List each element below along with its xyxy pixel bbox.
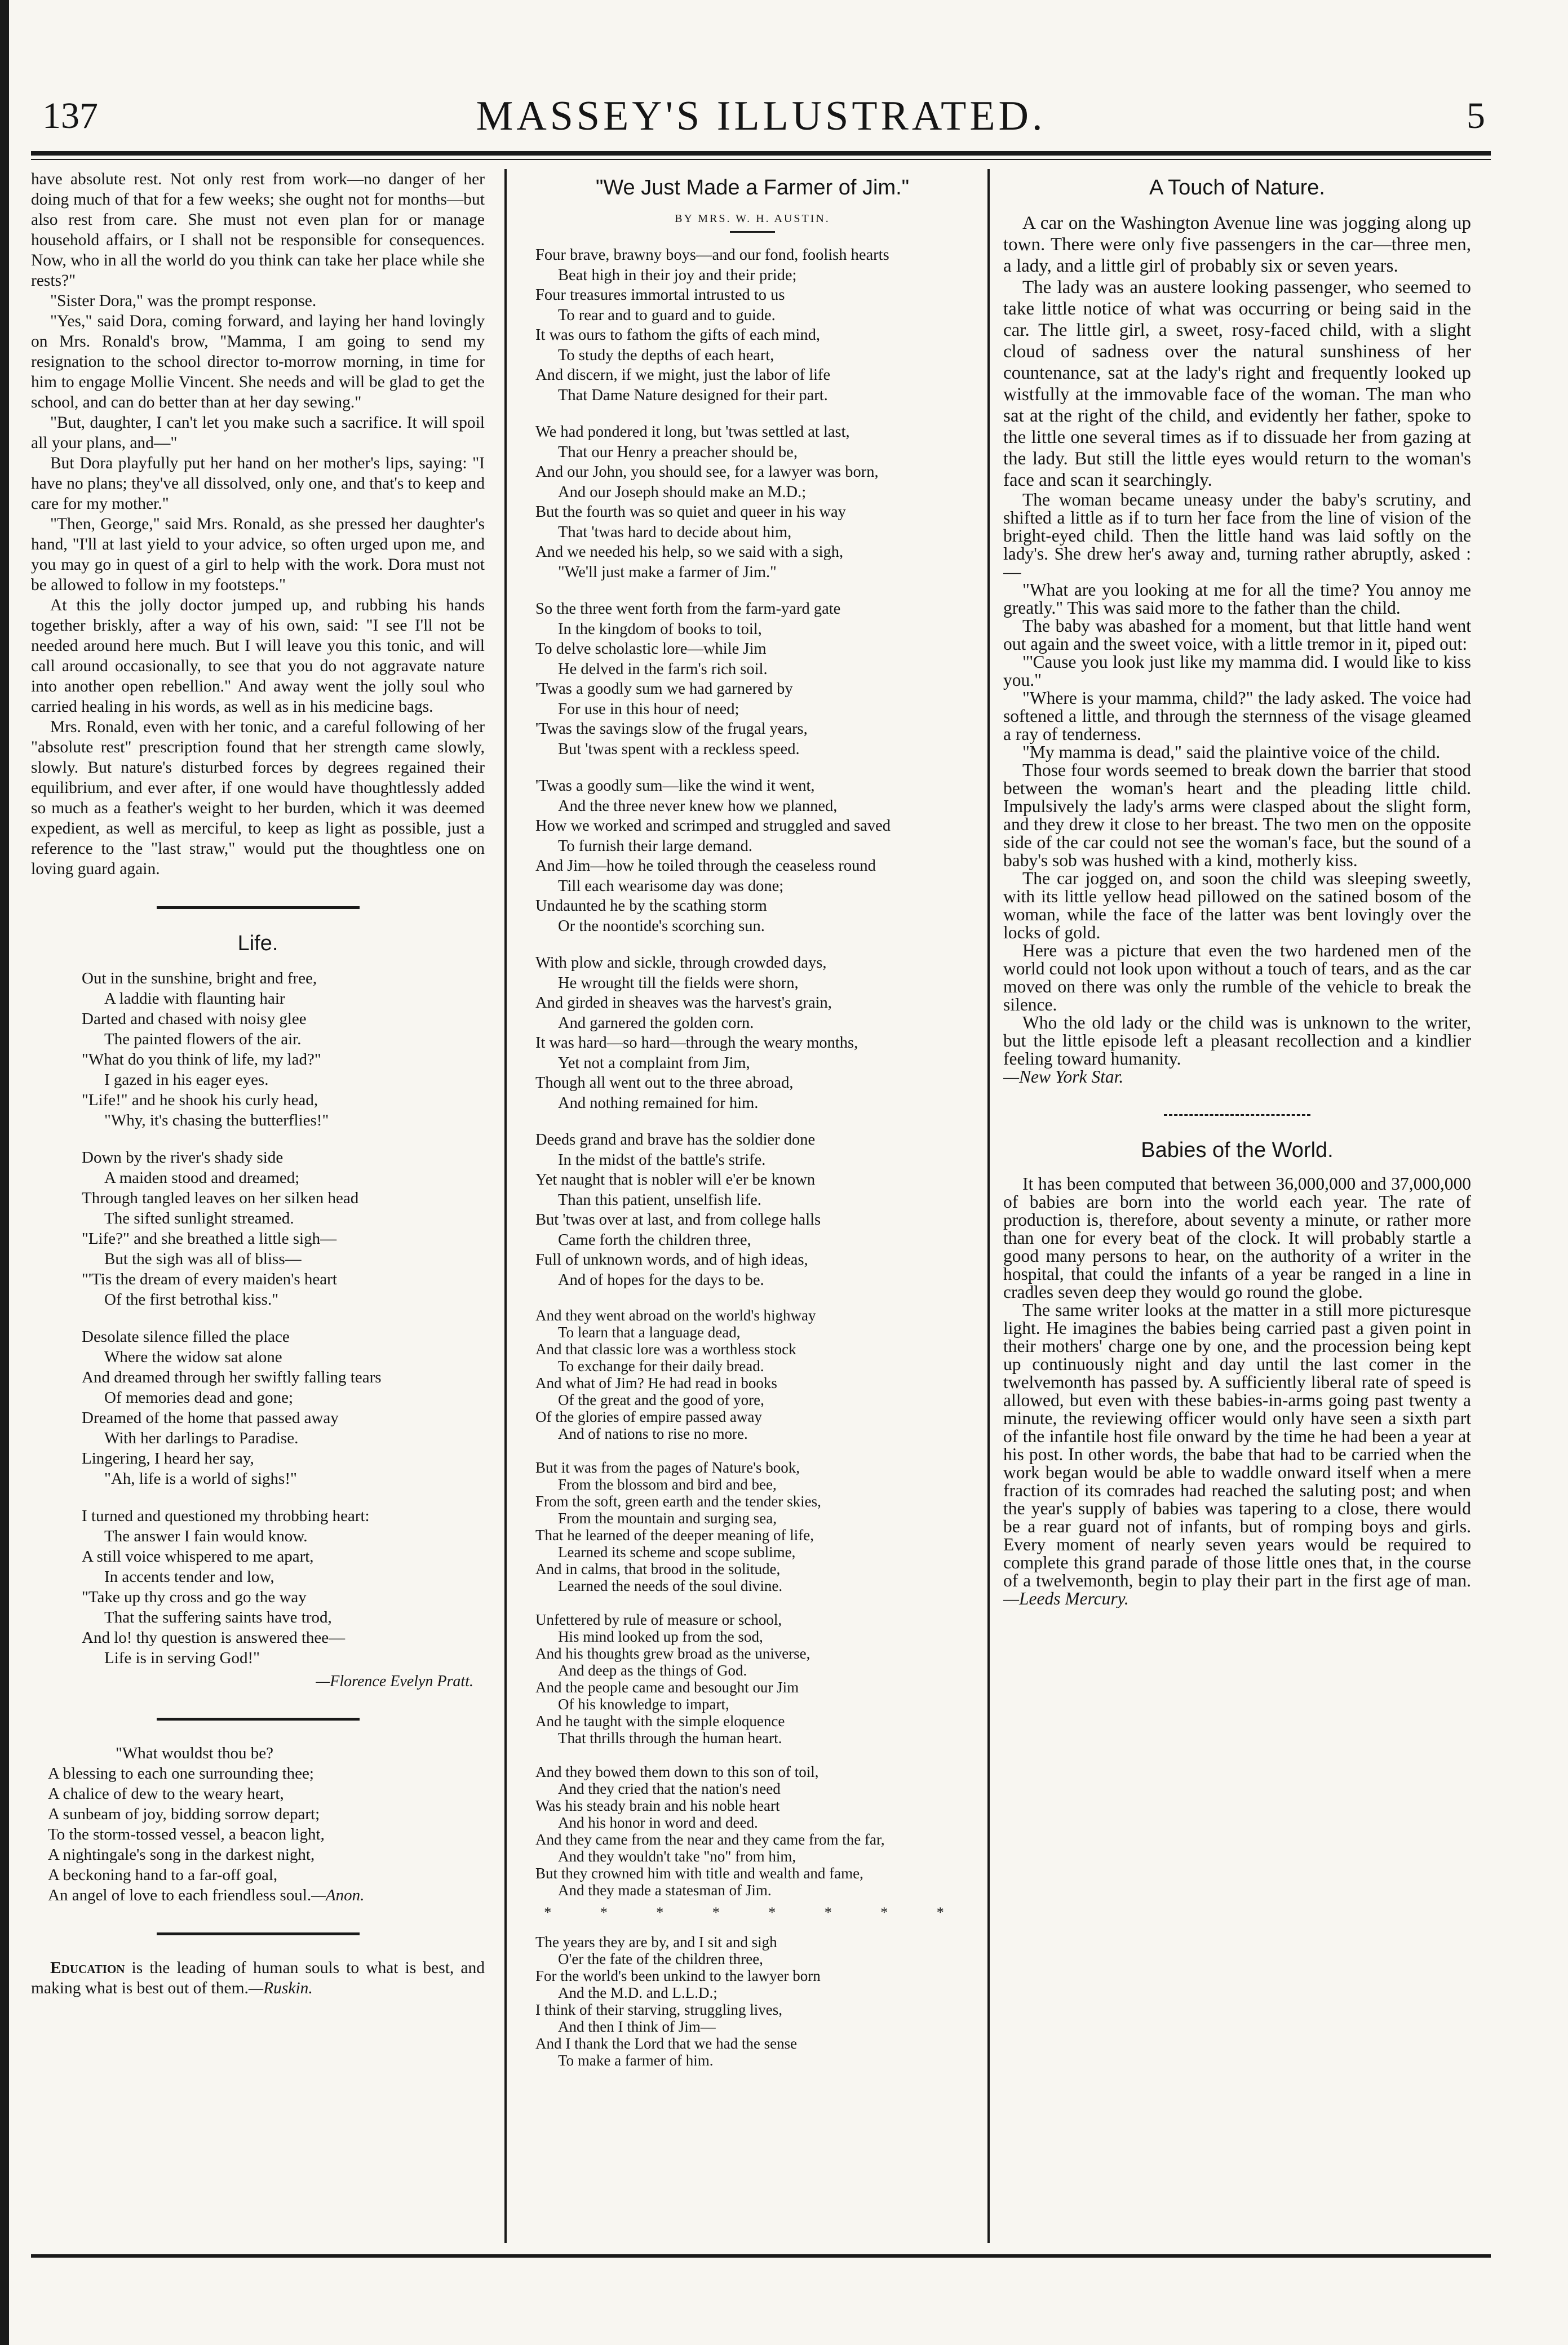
- poem-line: To learn that a language dead,: [558, 1324, 741, 1341]
- column-1: [31, 169, 485, 1998]
- poem-line: That thrills through the human heart.: [558, 1730, 782, 1746]
- poem-line: The years they are by, and I sit and sigh: [535, 1934, 777, 1951]
- education-text: is the leading of human souls to what is best, and making what is best out of them.: [31, 1959, 485, 1997]
- paragraph: It has been computed that between 36,000,000 and 37,000,000 of babies are born into the world each year. The rate of production is, therefore, about seventy a minute, or rather more than one for every beat of the clock. It will probably startle a good many persons to hear, on the authority of a writer in the hospital, that could the infants of a year be ranged in a line in cradles seven deep they would go round the globe.: [1003, 1174, 1471, 1302]
- paragraph: [1003, 1301, 1471, 1608]
- poem-line: Or the noontide's scorching sun.: [558, 917, 765, 935]
- paragraph: "Then, George," said Mrs. Ronald, as she pressed her daughter's hand, "I'll at last yield to your advice, so often urged upon me, and you may go in quest of a girl to help with the work. Dora must not be allowed to follow in my footsteps.": [31, 515, 485, 594]
- poem-line: 'Twas the savings slow of the frugal years,: [535, 720, 808, 738]
- poem-line: To furnish their large demand.: [558, 837, 752, 855]
- poem-line: Was his steady brain and his noble heart: [535, 1797, 780, 1814]
- poem-line: And of nations to rise no more.: [558, 1425, 748, 1442]
- poem-line: From the soft, green earth and the tender skies,: [535, 1493, 821, 1510]
- stanza: [535, 1130, 975, 1290]
- poem-line: That 'twas hard to decide about him,: [558, 523, 792, 541]
- stanza: [37, 968, 485, 1131]
- footer-rule: [31, 2254, 1491, 2258]
- poem-line: "We'll just make a farmer of Jim.": [558, 563, 777, 581]
- poem-line: Learned its scheme and scope sublime,: [558, 1544, 796, 1561]
- poem-line: And they wouldn't take "no" from him,: [558, 1848, 796, 1865]
- paragraph: Mrs. Ronald, even with her tonic, and a careful following of her "absolute rest" prescription found that her strength came slowly, slowly. But nature's disturbed forces by degrees regained their equilibrium, and ever after, if one would have thoughtlessly added so much as a feather's weight to her burden, which it was deemed expedient, as well as merciful, to keep as light as possible, just a reference to the "last straw," would put the thoughtless one on loving guard again.: [31, 718, 485, 878]
- page-edge-bar: [0, 0, 9, 2345]
- poem-line: That Dame Nature designed for their part.: [558, 386, 828, 404]
- paragraph: Here was a picture that even the two hardened men of the world could not look upon without a touch of tears, and as the car moved on there was only the rumble of the vehicle to break the silence.: [1003, 941, 1471, 1014]
- poem-line: To study the depths of each heart,: [558, 346, 774, 364]
- paragraph-text: The same writer looks at the matter in a still more picturesque light. He imagines the babies being carried past a given point in their mothers' charge one by one, and the procession being kept up continuously night and day until the last comer in the twelvemonth has passed by. A sufficiently liberal rate of speed is allowed, but even with these babies-in-arms going past twenty a minute, the reviewing officer would only have seen a sixth part of the infantile host file onward by the time he had been a year at his post. In other words, the babe that had to be carried when the work began would be able to waddle onward itself when a mere fraction of its comrades had reached the saluting post; and when the year's supply of babies was tapering to a close, there would be a rear guard not of infants, but of romping boys and girls. Every moment of nearly seven years would be required to complete this grand parade of those little ones that, in the course of a twelvemonth, begin to play their part in the first age of man.: [1003, 1300, 1471, 1590]
- article-babies-of-the-world: [1003, 1175, 1471, 1608]
- section-separator: [157, 1932, 360, 1935]
- poem-line: 'Twas a goodly sum we had garnered by: [535, 680, 793, 698]
- poem-line: The sifted sunlight streamed.: [104, 1209, 294, 1227]
- poem-line: In accents tender and low,: [104, 1568, 274, 1586]
- poem-title-farmer: "We Just Made a Farmer of Jim.": [595, 176, 910, 200]
- section-separator: [1164, 1114, 1310, 1116]
- poem-line: "What do you think of life, my lad?": [82, 1050, 321, 1069]
- poem-line: He wrought till the fields were shorn,: [558, 974, 799, 992]
- poem-line: "Life!" and he shook his curly head,: [82, 1091, 318, 1109]
- poem-line: Came forth the children three,: [558, 1231, 751, 1249]
- poem-line: Of his knowledge to impart,: [558, 1696, 729, 1713]
- paragraph: "What are you looking at me for all the time? You annoy me greatly." This was said more to the father than the child.: [1003, 580, 1471, 618]
- poem-line: And he taught with the simple eloquence: [535, 1713, 785, 1730]
- poem-line: It was ours to fathom the gifts of each mind,: [535, 326, 820, 344]
- poem-line: But the fourth was so quiet and queer in his way: [535, 503, 846, 521]
- paragraph: The lady was an austere looking passenger, who seemed to take little notice of what was occurring or being said in the car. The little girl, a sweet, rosy-faced child, with a slight cloud of sadness over the natural sunshiness of her countenance, sat at the lady's right and frequently looked up wistfully at the immovable face of the woman. The man who sat at the right of the child, and evidently her father, spoke to the little one several times as if to dissuade her from gazing at the lady. But still the little eyes would return to the woman's face and scan it searchingly.: [1003, 277, 1471, 490]
- poem-line: Of memories dead and gone;: [104, 1389, 294, 1407]
- poem-line: In the kingdom of books to toil,: [558, 620, 762, 638]
- poem-line: "Ah, life is a world of sighs!": [104, 1470, 297, 1488]
- poem-line: And our John, you should see, for a lawyer was born,: [535, 463, 879, 481]
- page-number-right: 5: [1467, 95, 1485, 136]
- masthead-title: MASSEY'S ILLUSTRATED.: [476, 93, 1046, 139]
- poem-line: Of the great and the good of yore,: [558, 1391, 764, 1408]
- poem-line: Dreamed of the home that passed away: [82, 1409, 339, 1427]
- poem-line: And they bowed them down to this son of toil,: [535, 1763, 819, 1780]
- stanza: [535, 1459, 975, 1594]
- header-rule-thick: [31, 151, 1491, 156]
- poem-title-life: Life.: [237, 932, 278, 955]
- poem-line: That our Henry a preacher should be,: [558, 443, 798, 461]
- header-rule-thin: [31, 159, 1491, 160]
- poem-line: To rear and to guard and to guide.: [558, 306, 776, 324]
- paragraph: Those four words seemed to break down the barrier that stood between the woman's heart and the pleading little child. Impulsively the lady's arms were clasped about the slight form, and they drew it close to her breast. The two men on the opposite side of the car could not see the woman's face, but the sound of a baby's sob was hushed with a kind, motherly kiss.: [1003, 760, 1471, 870]
- poem-line: I turned and questioned my throbbing heart:: [82, 1507, 370, 1525]
- poem-line: And that classic lore was a worthless stock: [535, 1341, 796, 1358]
- poem-line: [37, 1885, 485, 1905]
- poem-line: And dreamed through her swiftly falling tears: [82, 1368, 382, 1386]
- poem-line: And what of Jim? He had read in books: [535, 1375, 777, 1391]
- poem-byline: BY MRS. W. H. AUSTIN.: [675, 212, 830, 225]
- poem-line: A laddie with flaunting hair: [104, 990, 285, 1008]
- column-2: [530, 169, 975, 2086]
- stanza: [535, 776, 975, 936]
- education-source: —Ruskin.: [248, 1979, 313, 1997]
- poem-line: Where the widow sat alone: [104, 1348, 282, 1366]
- section-separator: [157, 906, 360, 909]
- paragraph: "Sister Dora," was the prompt response.: [50, 292, 317, 310]
- education-lead: Education: [50, 1959, 125, 1977]
- poem-line: Till each wearisome day was done;: [558, 877, 784, 895]
- poem-line: Down by the river's shady side: [82, 1149, 284, 1167]
- poem-line: Deeds grand and brave has the soldier done: [535, 1131, 816, 1149]
- poem-line: Learned the needs of the soul divine.: [558, 1577, 783, 1594]
- poem-small-type: [535, 1307, 975, 2069]
- poem-line: From the blossom and bird and bee,: [558, 1476, 777, 1493]
- paragraph: "But, daughter, I can't let you make such a sacrifice. It will spoil all your plans, and—": [31, 414, 485, 452]
- poem-line: And garnered the golden corn.: [558, 1014, 754, 1032]
- poem-line: Through tangled leaves on her silken head: [82, 1189, 359, 1207]
- paragraph: At this the jolly doctor jumped up, and rubbing his hands together briskly, after a way of his own, said: "I see I'll not be needed around here much. But I will leave you this tonic, and will call around occasionally, to see that you do not aggravate nature into another open rebellion." And away went the jolly soul who carried healing in his words, as well as in his medicine bags.: [31, 596, 485, 716]
- poem-line: We had pondered it long, but 'twas settled at last,: [535, 423, 850, 441]
- story-continuation: [31, 169, 485, 879]
- poem-line: O'er the fate of the children three,: [558, 1951, 763, 1967]
- stanza: [535, 1763, 975, 1899]
- poem-line: "Why, it's chasing the butterflies!": [104, 1111, 329, 1129]
- poem-line: A chalice of dew to the weary heart,: [48, 1785, 284, 1803]
- poem-line: And I thank the Lord that we had the sense: [535, 2035, 798, 2052]
- byline-rule: [730, 231, 775, 233]
- paragraph: But Dora playfully put her hand on her mother's lips, saying: "I have no plans; they've all dissolved, only one, and that's to keep and care for my mother.": [31, 454, 485, 513]
- poem-line: And the people came and besought our Jim: [535, 1679, 799, 1696]
- poem-line: For the world's been unkind to the lawyer born: [535, 1967, 821, 1984]
- paragraph: have absolute rest. Not only rest from work—no danger of her doing much of that for a few weeks; she ought not for months—but also rest from care. She must not even plan for or manage household affairs, or I shall not be responsible for consequences. Now, who in all the world do you think can take her place while she rests?": [31, 170, 485, 290]
- stanza: [37, 1327, 485, 1489]
- stanza: [535, 1934, 975, 2069]
- source-new-york-star: —New York Star.: [1003, 1067, 1124, 1087]
- poem-line: To make a farmer of him.: [558, 2052, 714, 2069]
- poem-line: "'Tis the dream of every maiden's heart: [82, 1270, 337, 1288]
- poem-line: Darted and chased with noisy glee: [82, 1010, 307, 1028]
- poem-line: Four brave, brawny boys—and our fond, foolish hearts: [535, 246, 889, 264]
- poem-line: In the midst of the battle's strife.: [558, 1151, 766, 1169]
- paragraph: Who the old lady or the child was is unknown to the writer, but the little episode left a pleasant recollection and a kindlier feeling toward humanity.: [1003, 1013, 1471, 1069]
- poem-line: Life is in serving God!": [104, 1649, 260, 1667]
- poem-line: 'Twas a goodly sum—like the wind it went,: [535, 777, 815, 795]
- poem-line: And lo! thy question is answered thee—: [82, 1629, 346, 1647]
- page-number-left: 137: [42, 95, 98, 136]
- section-separator: [157, 1718, 360, 1721]
- poem-line: Though all went out to the three abroad,: [535, 1074, 794, 1092]
- stanza: [535, 245, 975, 405]
- poem-line: Lingering, I heard her say,: [82, 1449, 254, 1468]
- stanza: [535, 1611, 975, 1746]
- stars-separator: * * * * * * * *: [544, 1904, 967, 1921]
- paragraph: [31, 1958, 485, 1998]
- stanza: [37, 1147, 485, 1310]
- article-title-touch-of-nature: A Touch of Nature.: [1149, 176, 1325, 200]
- poem-line: Four treasures immortal intrusted to us: [535, 286, 785, 304]
- column-divider-2: [987, 169, 990, 2243]
- poem-line: I think of their starving, struggling lives,: [535, 2001, 782, 2018]
- poem-line: Of the glories of empire passed away: [535, 1408, 762, 1425]
- poem-line: How we worked and scrimped and struggled and saved: [535, 817, 891, 835]
- poem-line: A still voice whispered to me apart,: [82, 1548, 314, 1566]
- poem-line: "Take up thy cross and go the way: [82, 1588, 307, 1606]
- poem-line: And they made a statesman of Jim.: [558, 1882, 772, 1899]
- poem-line: "What wouldst thou be?: [116, 1744, 274, 1762]
- paragraph: "Where is your mamma, child?" the lady asked. The voice had softened a little, and through the sternness of the visage gleamed a ray of tenderness.: [1003, 688, 1471, 744]
- education-quote: [31, 1958, 485, 1998]
- source-leeds-mercury: —Leeds Mercury.: [1003, 1589, 1129, 1608]
- poem-line: But they crowned him with title and wealth and fame,: [535, 1865, 863, 1882]
- poem-line: Than this patient, unselfish life.: [558, 1191, 761, 1209]
- column-3: [1003, 169, 1471, 1608]
- paragraph: The car jogged on, and soon the child was sleeping sweetly, with its little yellow head pillowed on the satined bosom of the woman, while the face of the latter was bent lovingly over the locks of gold.: [1003, 868, 1471, 942]
- poem-line: The painted flowers of the air.: [104, 1030, 302, 1048]
- poem-line: Desolate silence filled the place: [82, 1328, 290, 1346]
- poem-line: But 'twas spent with a reckless speed.: [558, 740, 800, 758]
- poem-line: But the sigh was all of bliss—: [104, 1250, 302, 1268]
- stanza: [535, 599, 975, 759]
- poem-line: Full of unknown words, and of high ideas,: [535, 1251, 808, 1269]
- poem-line: That he learned of the deeper meaning of life,: [535, 1527, 814, 1544]
- poem-line: A blessing to each one surrounding thee;: [48, 1765, 314, 1783]
- stanza: [535, 953, 975, 1113]
- poem-line: Yet naught that is nobler will e'er be known: [535, 1171, 816, 1189]
- poem-line: Undaunted he by the scathing storm: [535, 897, 767, 915]
- poem-line: A nightingale's song in the darkest night,: [48, 1846, 315, 1864]
- column-divider-1: [504, 169, 507, 2243]
- poem-line: "Life?" and she breathed a little sigh—: [82, 1230, 337, 1248]
- poem-line: With her darlings to Paradise.: [104, 1429, 299, 1447]
- poem-line: And they cried that the nation's need: [558, 1780, 781, 1797]
- poem-line: For use in this hour of need;: [558, 700, 739, 718]
- quote-last-line: An angel of love to each friendless soul.: [48, 1886, 312, 1904]
- poem-line: And the three never knew how we planned,: [558, 797, 838, 815]
- poem-farmer-of-jim: [530, 245, 975, 2069]
- poem-line: His mind looked up from the sod,: [558, 1628, 763, 1645]
- paragraph: "'Cause you look just like my mamma did. I would like to kiss you.": [1003, 652, 1471, 690]
- poem-line: And of hopes for the days to be.: [558, 1271, 764, 1289]
- article-title-babies: Babies of the World.: [1141, 1138, 1334, 1162]
- poem-line: He delved in the farm's rich soil.: [558, 660, 768, 678]
- poem-line: Yet not a complaint from Jim,: [558, 1054, 750, 1072]
- poem-line: To the storm-tossed vessel, a beacon light,: [48, 1825, 325, 1843]
- poem-line: From the mountain and surging sea,: [558, 1510, 777, 1527]
- quote-attribution: —Anon.: [311, 1886, 365, 1904]
- poem-line: A beckoning hand to a far-off goal,: [48, 1866, 278, 1884]
- stanza: [535, 1307, 975, 1442]
- poem-life: [31, 968, 485, 1691]
- page-header: [31, 85, 1491, 147]
- poem-line: And his thoughts grew broad as the universe,: [535, 1645, 810, 1662]
- poem-line: Out in the sunshine, bright and free,: [82, 969, 317, 987]
- poem-line: And deep as the things of God.: [558, 1662, 747, 1679]
- poem-line: With plow and sickle, through crowded days,: [535, 954, 827, 972]
- poem-line: And then I think of Jim—: [558, 2018, 716, 2035]
- paragraph: A car on the Washington Avenue line was jogging along up town. There were only five passengers in the car—three men, a lady, and a little girl of probably six or seven years.: [1003, 213, 1471, 276]
- paragraph: "My mamma is dead," said the plaintive voice of the child.: [1022, 742, 1441, 762]
- poem-line: And nothing remained for him.: [558, 1094, 759, 1112]
- poem-line: And our Joseph should make an M.D.;: [558, 483, 807, 501]
- poem-line: The answer I fain would know.: [104, 1527, 308, 1545]
- paragraph: "Yes," said Dora, coming forward, and laying her hand lovingly on Mrs. Ronald's brow, "Mamma, I am going to send my resignation to the school director to-morrow morning, in time for him to engage Mollie Vincent. She needs and will be glad to get the school, and can do better than at her day sewing.": [31, 312, 485, 411]
- poem-line: So the three went forth from the farm-yard gate: [535, 600, 841, 618]
- poem-line: But it was from the pages of Nature's book,: [535, 1459, 800, 1476]
- poem-line: A sunbeam of joy, bidding sorrow depart;: [48, 1805, 320, 1823]
- stanza: [535, 422, 975, 582]
- quote-what-wouldst-thou-be: [31, 1743, 485, 1905]
- poem-line: To delve scholastic lore—while Jim: [535, 640, 767, 658]
- poem-line: A maiden stood and dreamed;: [104, 1169, 300, 1187]
- paragraph: The baby was abashed for a moment, but that little hand went out again and the sweet voice, with a little tremor in it, piped out:: [1003, 616, 1471, 654]
- poem-line: To exchange for their daily bread.: [558, 1358, 764, 1375]
- paragraph: The woman became uneasy under the baby's scrutiny, and shifted a little as if to turn her face from the line of vision of the bright-eyed child. Then the little hand was laid softly on the lady's. She drew her's away and, turning rather abruptly, asked :—: [1003, 490, 1471, 582]
- poem-line: And in calms, that brood in the solitude,: [535, 1561, 781, 1577]
- poem-line: And Jim—how he toiled through the ceaseless round: [535, 857, 876, 875]
- stanza: [37, 1506, 485, 1668]
- poem-line: And girded in sheaves was the harvest's grain,: [535, 994, 832, 1012]
- poem-line: That the suffering saints have trod,: [104, 1608, 332, 1626]
- poem-line: And they came from the near and they came from the far,: [535, 1831, 885, 1848]
- poem-line: And discern, if we might, just the labor of life: [535, 366, 831, 384]
- poem-line: Of the first betrothal kiss.": [104, 1291, 279, 1309]
- poem-line: I gazed in his eager eyes.: [104, 1071, 269, 1089]
- article-touch-of-nature: [1003, 212, 1471, 1086]
- poem-line: And his honor in word and deed.: [558, 1814, 758, 1831]
- poem-line: And the M.D. and L.L.D.;: [558, 1984, 717, 2001]
- poem-line: Beat high in their joy and their pride;: [558, 266, 797, 284]
- poem-attribution: —Florence Evelyn Pratt.: [316, 1673, 473, 1690]
- article-source: [1003, 1068, 1471, 1086]
- poem-line: And we needed his help, so we said with a sigh,: [535, 543, 844, 561]
- poem-line: Unfettered by rule of measure or school,: [535, 1611, 782, 1628]
- poem-line: And they went abroad on the world's highway: [535, 1307, 816, 1324]
- poem-line: But 'twas over at last, and from college halls: [535, 1211, 821, 1229]
- poem-line: It was hard—so hard—through the weary months,: [535, 1034, 858, 1052]
